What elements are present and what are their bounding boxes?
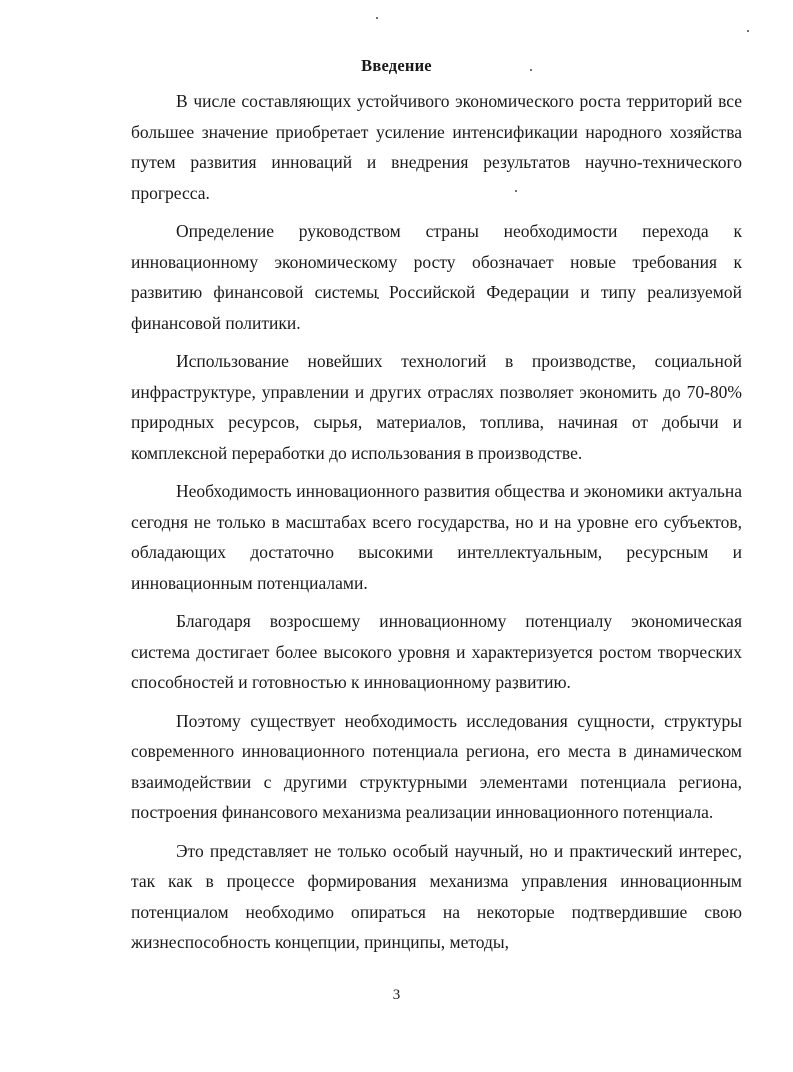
body-text [131,86,742,966]
paragraph: Это представляет не только особый научный, но и практический интерес, так как в процессе формирования механизма управления инновационным потенциалом необходимо опираться на некоторые подтвердившие свою жизнеспособность концепции, принципы, методы, [131,840,742,952]
paragraph: Использование новейших технологий в производстве, социальной инфраструктуре, управлении и других отраслях позволяет экономить до 70-80% природных ресурсов, сырья, материалов, топлива, начиная от добычи и комплексной переработки до использования в производстве. [131,351,742,463]
paragraph: Определение руководством страны необходимости перехода к инновационному экономическому росту обозначает новые требования к развитию финансовой системы Российской Федерации и типу реализуемой финансовой политики. [131,221,742,333]
paragraph: В числе составляющих устойчивого экономического роста территорий все большее значение приобретает усиление интенсификации народного хозяйства путем развития инноваций и внедрения результатов научно-технического прогресса. [131,91,742,203]
page-number: 3 [392,987,401,1003]
paragraph: Благодаря возросшему инновационному потенциалу экономическая система достигает более высокого уровня и характеризуется ростом творческих способностей и готовностью к инновационному развитию. [131,611,742,692]
paragraph: Необходимость инновационного развития общества и экономики актуальна сегодня не только в масштабах всего государства, но и на уровне его субъектов, обладающих достаточно высокими интеллектуальным, ресурсным и инновационным потенциалами. [131,481,742,593]
page-title: Введение [361,56,432,75]
paragraph: Поэтому существует необходимость исследования сущности, структуры современного инновационного потенциала региона, его места в динамическом взаимодействии с другими структурными элементами потенциала региона, построения финансового механизма реализации инновационного потенциала. [131,710,742,822]
scan-speck [747,30,749,32]
scan-speck [376,17,378,19]
